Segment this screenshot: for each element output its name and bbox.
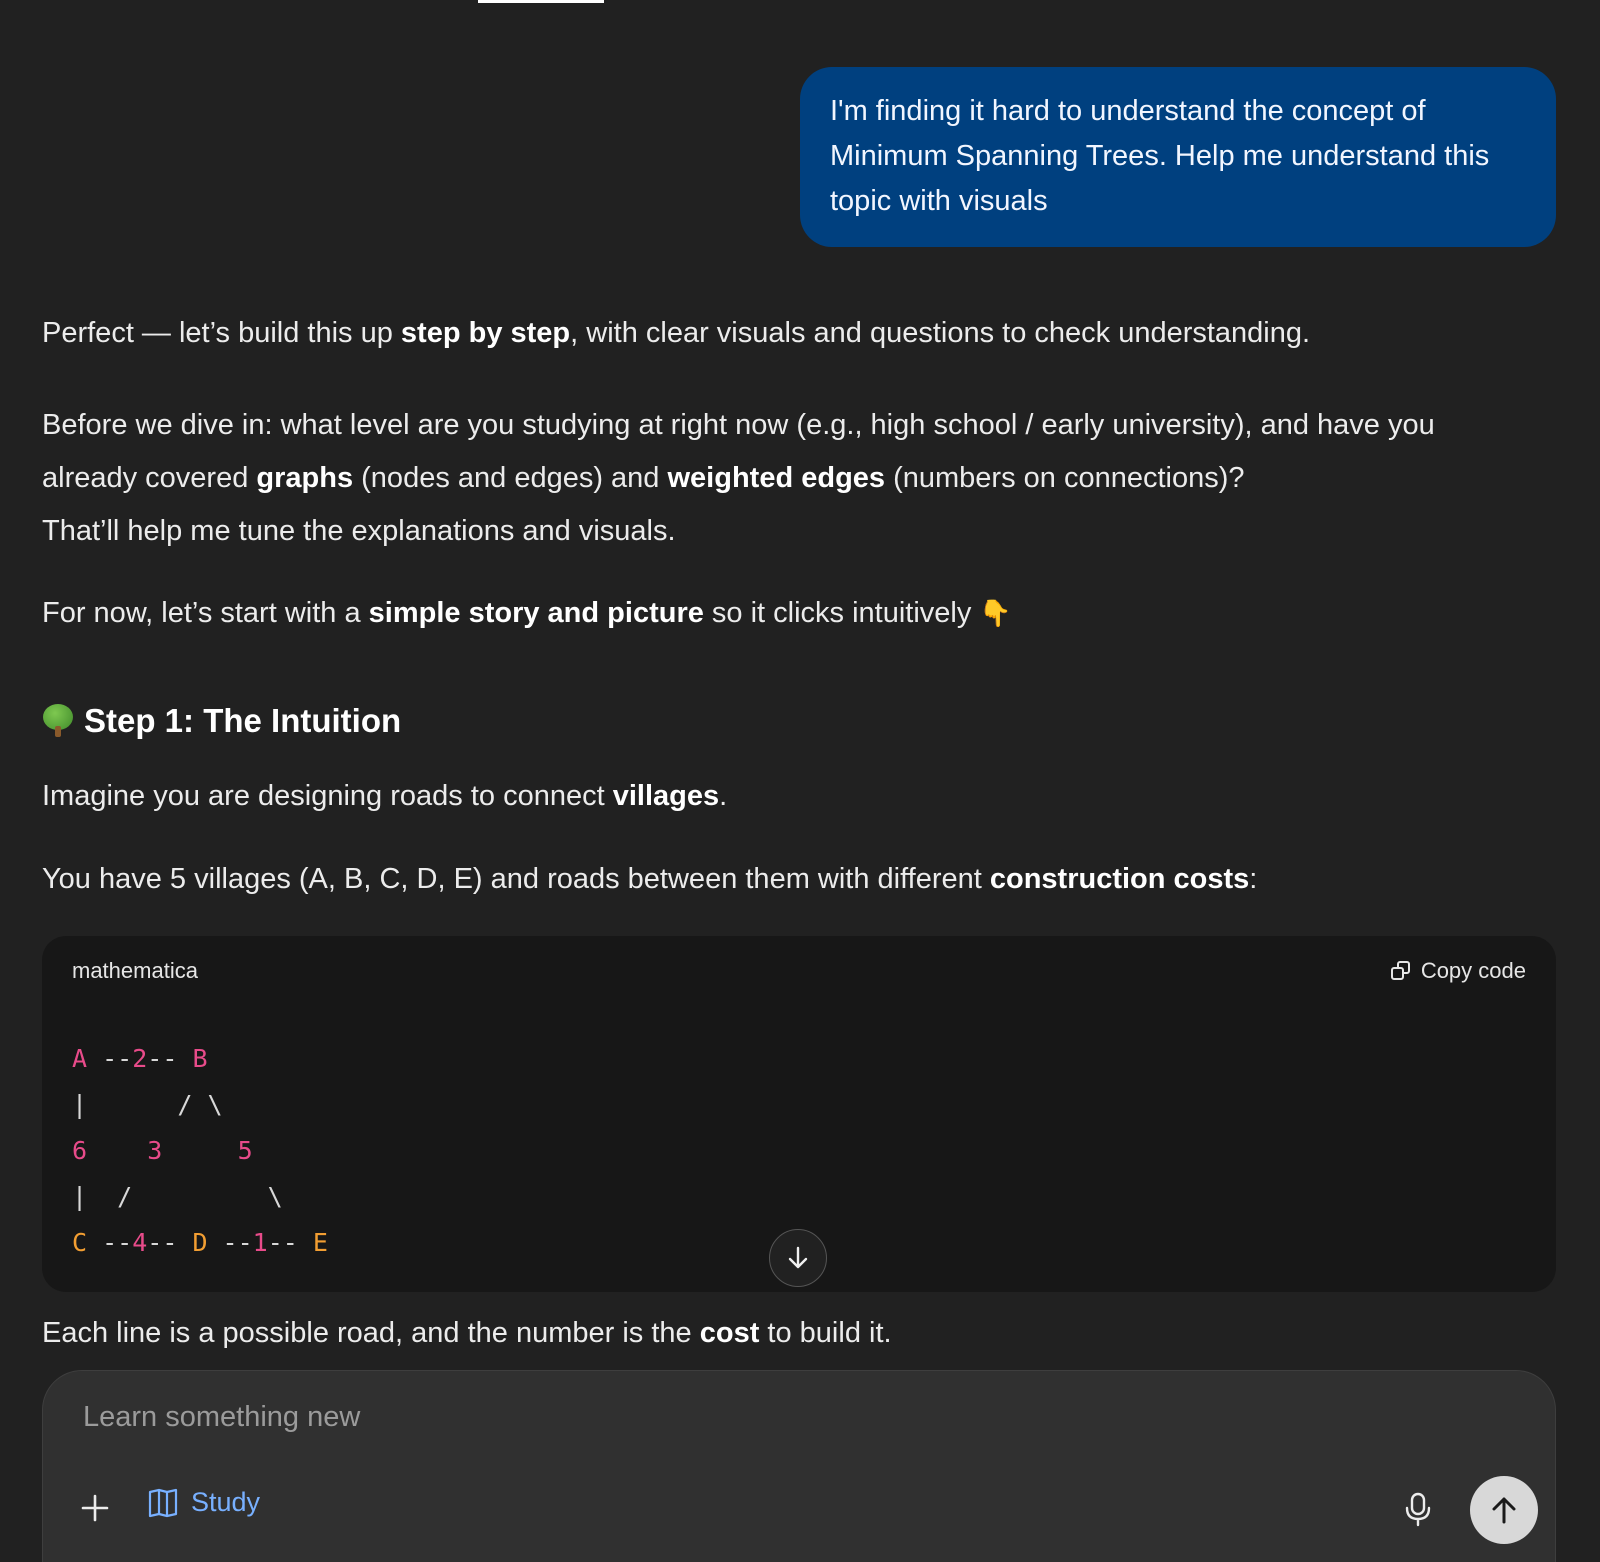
code-token: 4 [132, 1228, 148, 1257]
code-line: | / \ [72, 1090, 223, 1119]
bold-text: step by step [400, 317, 571, 349]
assistant-paragraph-6 [42, 1317, 892, 1350]
assistant-paragraph-3 [42, 597, 1012, 630]
text-segment: . [719, 780, 728, 812]
copy-code-label: Copy code [1420, 958, 1526, 983]
heading-text: Step 1: The Intuition [84, 702, 402, 739]
study-label: Study [191, 1487, 261, 1517]
bold-text: cost [699, 1317, 760, 1349]
assistant-paragraph-1 [42, 317, 1310, 350]
text-segment: Imagine you are designing roads to connect [42, 780, 613, 812]
code-token: 1 [252, 1228, 268, 1257]
text-segment: Each line is a possible road, and the number is the [42, 1317, 700, 1349]
send-button[interactable] [1470, 1476, 1538, 1544]
text-line [42, 452, 1435, 505]
code-token: -- [147, 1228, 193, 1257]
code-line [72, 1036, 328, 1082]
code-token: C [72, 1228, 88, 1257]
voice-input-button[interactable] [1398, 1489, 1438, 1529]
assistant-paragraph-4 [42, 780, 727, 813]
code-line: | / \ [72, 1182, 283, 1211]
code-token: -- [87, 1044, 133, 1073]
book-icon [147, 1488, 179, 1518]
user-message-bubble [800, 67, 1556, 247]
bold-text: graphs [256, 462, 354, 494]
text-segment: already covered [42, 462, 257, 494]
copy-code-button[interactable] [1391, 958, 1526, 984]
code-token: A [72, 1044, 88, 1073]
text-segment: Perfect — let’s build this up [42, 317, 401, 349]
add-attachment-button[interactable] [75, 1488, 115, 1528]
code-line [72, 1128, 328, 1174]
code-token: -- [267, 1228, 313, 1257]
section-heading [42, 702, 401, 740]
code-token: E [312, 1228, 328, 1257]
message-input[interactable] [81, 1391, 1385, 1443]
code-token [87, 1136, 147, 1165]
assistant-paragraph-5 [42, 863, 1257, 896]
copy-icon [1391, 961, 1411, 981]
text-line: That’ll help me tune the explanations and visuals. [42, 515, 676, 547]
pointing-down-icon: 👇 [979, 598, 1012, 628]
code-line [72, 1220, 328, 1266]
tree-icon [42, 704, 74, 738]
code-content [72, 1036, 328, 1266]
text-segment: to build it. [759, 1317, 892, 1349]
code-token: -- [87, 1228, 133, 1257]
message-composer [42, 1370, 1556, 1562]
text-segment: (nodes and edges) and [353, 462, 668, 494]
code-token: D [192, 1228, 208, 1257]
code-token: B [192, 1044, 208, 1073]
text-segment: : [1249, 863, 1258, 895]
bold-text: simple story and picture [368, 597, 704, 629]
microphone-icon [1398, 1489, 1438, 1529]
text-segment: For now, let’s start with a [42, 597, 369, 629]
code-token: 3 [147, 1136, 163, 1165]
bold-text: weighted edges [667, 462, 886, 494]
code-token: 5 [237, 1136, 253, 1165]
text-segment: You have 5 villages (A, B, C, D, E) and roads between them with different [42, 863, 990, 895]
study-mode-button[interactable] [147, 1487, 260, 1518]
code-token: 2 [132, 1044, 148, 1073]
code-token: -- [207, 1228, 253, 1257]
scroll-to-bottom-button[interactable] [769, 1229, 827, 1287]
text-segment: (numbers on connections)? [885, 462, 1245, 494]
user-message-text: I'm finding it hard to understand the concept of Minimum Spanning Trees. Help me understand this topic with visuals [830, 95, 1490, 217]
code-token [162, 1136, 237, 1165]
text-segment: so it clicks intuitively [703, 597, 972, 629]
bold-text: construction costs [989, 863, 1250, 895]
arrow-up-icon [1489, 1495, 1519, 1525]
plus-icon [75, 1488, 115, 1528]
code-language-label: mathematica [72, 958, 198, 983]
assistant-paragraph-2 [42, 399, 1435, 558]
top-scroll-indicator [478, 0, 604, 3]
text-line: Before we dive in: what level are you studying at right now (e.g., high school / early university), and have you [42, 409, 1435, 441]
arrow-down-icon [785, 1245, 811, 1271]
bold-text: villages [612, 780, 720, 812]
text-segment: , with clear visuals and questions to check understanding. [570, 317, 1311, 349]
code-token: -- [147, 1044, 193, 1073]
code-token: 6 [72, 1136, 88, 1165]
